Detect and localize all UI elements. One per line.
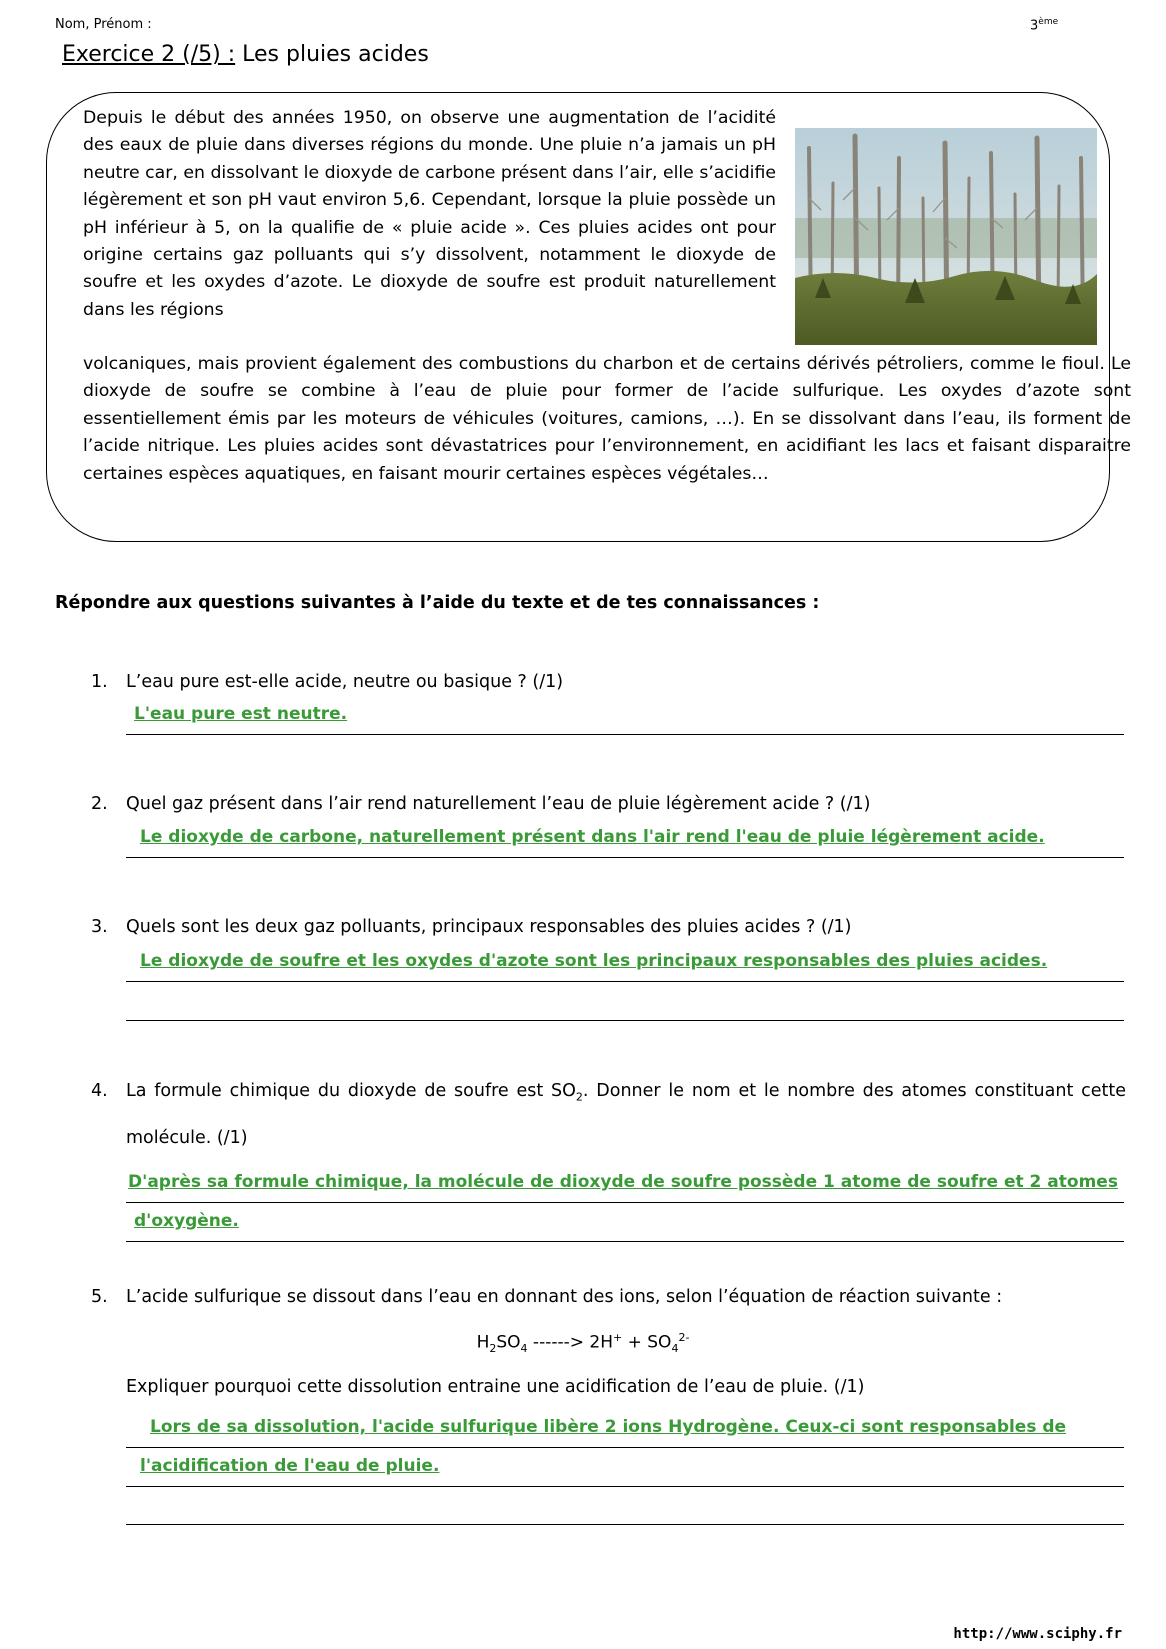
answer-4-line-2[interactable]: d'oxygène. [126, 1204, 1124, 1242]
answer-2[interactable]: Le dioxyde de carbone, naturellement présent dans l'air rend l'eau de pluie légèrement acide. [126, 820, 1124, 858]
instruction: Répondre aux questions suivantes à l’aide du texte et de tes connaissances : [55, 593, 820, 613]
question-5: L’acide sulfurique se dissout dans l’eau en donnant des ions, selon l’équation de réaction suivante : [126, 1287, 1003, 1307]
reaction-equation: $H_2SO_4$ ------> $2H^+ + SO_4^{2-}$ [476, 1331, 690, 1356]
answer-line-blank[interactable] [126, 1020, 1124, 1021]
exercise-label: Exercice 2 (/5) : [62, 42, 236, 67]
answer-5-line-1[interactable]: Lors de sa dissolution, l'acide sulfurique libère 2 ions Hydrogène. Ceux-ci sont responsables de [126, 1410, 1124, 1448]
document-text-top: Depuis le début des années 1950, on observe une augmentation de l’acidité des eaux de pluie dans diverses régions du monde. Une pluie n’a jamais un pH neutre car, en dissolvant le dioxyde de carbone présent dans l’air, elle s’acidifie légèrement et son pH vaut environ 5,6. Cependant, lorsque la pluie possède un pH inférieur à 5, on la qualifie de « pluie acide ». Ces pluies acides ont pour origine certains gaz polluants qui s’y dissolvent, notamment le dioxyde de soufre et les oxydes d’azote. Le dioxyde de soufre est produit naturellement dans les régions [83, 108, 776, 320]
dead-forest-photo [795, 128, 1097, 345]
answer-1[interactable]: L'eau pure est neutre. [126, 697, 1124, 735]
footer-url[interactable]: http://www.sciphy.fr [953, 1626, 1122, 1642]
question-5-explain: Expliquer pourquoi cette dissolution entraine une acidification de l’eau de pluie. (/1) [126, 1377, 865, 1397]
question-2: Quel gaz présent dans l’air rend naturellement l’eau de pluie légèrement acide ? (/1) [126, 794, 871, 814]
question-number: 2. [91, 794, 108, 814]
answer-line-blank[interactable] [126, 1524, 1124, 1525]
question-number: 1. [91, 672, 108, 692]
question-number: 3. [91, 917, 108, 937]
question-3: Quels sont les deux gaz polluants, principaux responsables des pluies acides ? (/1) [126, 917, 852, 937]
answer-5-line-2[interactable]: l'acidification de l'eau de pluie. [126, 1449, 1124, 1487]
answer-3[interactable]: Le dioxyde de soufre et les oxydes d'azote sont les principaux responsables des pluies acides. [126, 944, 1124, 982]
exercise-subject: Les pluies acides [242, 42, 429, 67]
question-number: 5. [91, 1287, 108, 1307]
document-text-bottom: volcaniques, mais provient également des combustions du charbon et de certains dérivés pétroliers, comme le fioul. Le dioxyde de soufre se combine à l’eau de pluie pour former de l’acide sulfurique. Les oxydes d’azote sont essentiellement émis par les moteurs de véhicules (voitures, camions, …). En se dissolvant dans l’eau, ils forment de l’acide nitrique. Les pluies acides sont dévastatrices pour l’environnement, en acidifiant les lacs et faisant disparaitre certaines espèces aquatiques, en faisant mourir certaines espèces végétales… [83, 354, 1131, 484]
name-label: Nom, Prénom : [55, 17, 152, 32]
question-1: L’eau pure est-elle acide, neutre ou basique ? (/1) [126, 672, 564, 692]
question-4: La formule chimique du dioxyde de soufre est $SO_2$. Donner le nom et le nombre des atomes constituant cette molécule. (/1) [126, 1081, 1127, 1148]
class-level: 3ème [1030, 17, 1059, 34]
answer-4-line-1[interactable]: D'après sa formule chimique, la molécule de dioxyde de soufre possède 1 atome de soufre et 2 atomes [126, 1165, 1124, 1203]
question-number: 4. [91, 1081, 108, 1101]
page-title [62, 42, 429, 67]
